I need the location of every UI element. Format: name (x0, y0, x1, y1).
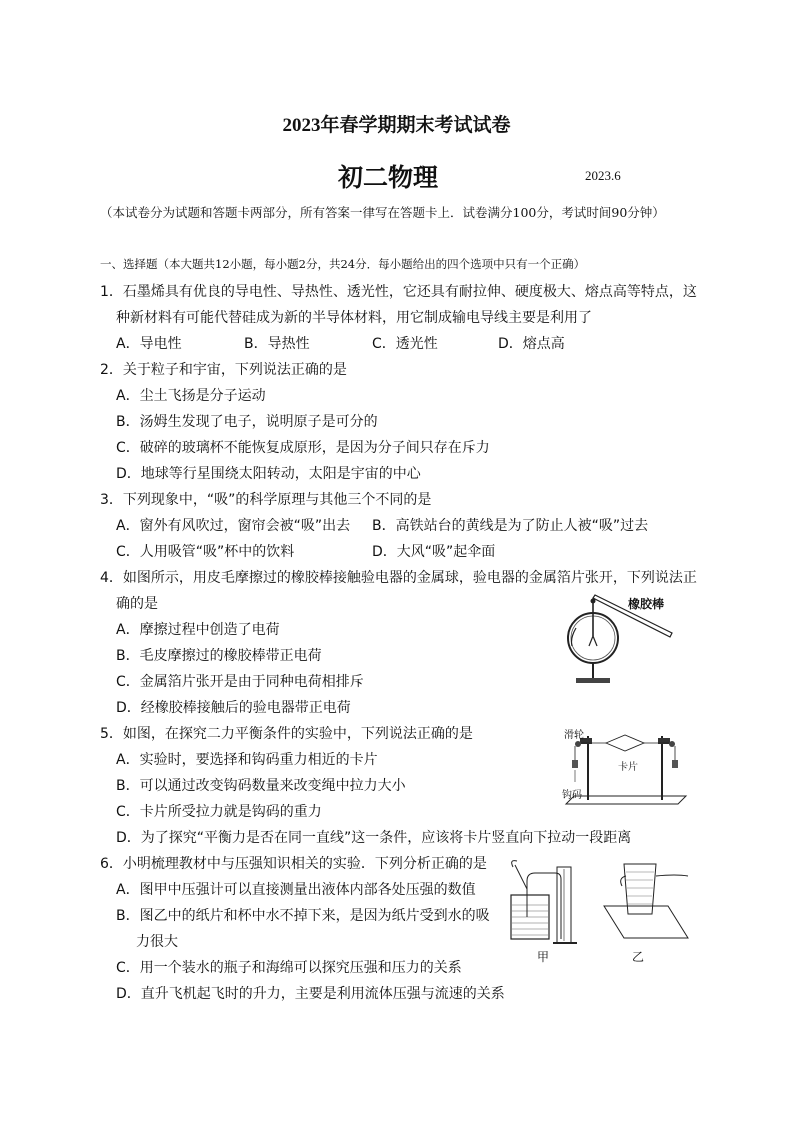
q3-option-c: C．人用吸管“吸”杯中的饮料 (116, 544, 295, 560)
exam-instructions: （本试卷分为试题和答题卡两部分，所有答案一律写在答题卡上．试卷满分100分，考试时间90分钟） (100, 205, 665, 220)
q1-stem-line-2: 种新材料有可能代替硅成为新的半导体材料，用它制成输电导线主要是利用了 (116, 310, 592, 326)
q3-option-b: B．高铁站台的黄线是为了防止人被“吸”过去 (372, 518, 649, 534)
q5-stem: 5．如图，在探究二力平衡条件的实验中，下列说法正确的是 (100, 726, 473, 742)
q6-option-a: A．图甲中压强计可以直接测量出液体内部各处压强的数值 (116, 882, 476, 898)
q1-stem-line-1: 1．石墨烯具有优良的导电性、导热性、透光性，它还具有耐拉伸、硬度极大、熔点高等特点，这 (100, 284, 697, 300)
figure-yi-label: 乙 (632, 950, 645, 964)
balance-card-figure (558, 726, 688, 812)
q4-option-c: C．金属箔片张开是由于同种电荷相排斥 (116, 674, 364, 690)
q6-option-b-cont: 力很大 (136, 934, 178, 950)
inverted-cup-drawing (596, 858, 690, 950)
pressure-gauge-drawing (505, 855, 585, 947)
q4-stem-line-1: 4．如图所示，用皮毛摩擦过的橡胶棒接触验电器的金属球，验电器的金属箔片张开，下列说法正 (100, 570, 697, 586)
q6-option-c: C．用一个装水的瓶子和海绵可以探究压强和压力的关系 (116, 960, 462, 976)
q5-option-b: B．可以通过改变钩码数量来改变绳中拉力大小 (116, 778, 406, 794)
q4-option-a: A．摩擦过程中创造了电荷 (116, 622, 280, 638)
q5-option-d: D．为了探究“平衡力是否在同一直线”这一条件，应该将卡片竖直向下拉动一段距离 (116, 830, 632, 846)
q3-option-d: D．大风“吸”起伞面 (372, 544, 496, 560)
q2-option-d: D．地球等行星围绕太阳转动，太阳是宇宙的中心 (116, 466, 421, 482)
exam-title: 2023年春学期期末考试试卷 (282, 115, 511, 136)
q4-option-d: D．经橡胶棒接触后的验电器带正电荷 (116, 700, 351, 716)
q3-stem: 3．下列现象中，“吸”的科学原理与其他三个不同的是 (100, 492, 432, 508)
q2-stem: 2．关于粒子和宇宙，下列说法正确的是 (100, 362, 347, 378)
q1-option-c: C．透光性 (372, 336, 438, 352)
inverted-cup-figure (596, 858, 690, 966)
q2-option-b: B．汤姆生发现了电子，说明原子是可分的 (116, 414, 378, 430)
q5-option-a: A．实验时，要选择和钩码重力相近的卡片 (116, 752, 378, 768)
q6-option-b: B．图乙中的纸片和杯中水不掉下来，是因为纸片受到水的吸 (116, 908, 490, 924)
q2-option-c: C．破碎的玻璃杯不能恢复成原形，是因为分子间只存在斥力 (116, 440, 490, 456)
exam-date: 2023.6 (585, 168, 621, 183)
q5-option-c: C．卡片所受拉力就是钩码的重力 (116, 804, 322, 820)
q4-stem-line-2: 确的是 (116, 596, 158, 612)
q4-option-b: B．毛皮摩擦过的橡胶棒带正电荷 (116, 648, 322, 664)
q3-option-a: A．窗外有风吹过，窗帘会被“吸”出去 (116, 518, 351, 534)
q6-stem: 6．小明梳理教材中与压强知识相关的实验．下列分析正确的是 (100, 856, 487, 872)
q2-option-a: A．尘土飞扬是分子运动 (116, 388, 266, 404)
weight-label: 钩码 (562, 790, 582, 801)
section-heading: 一、选择题（本大题共12小题，每小题2分，共24分．每小题给出的四个选项中只有一个正确） (100, 257, 586, 271)
q1-option-a: A．导电性 (116, 336, 182, 352)
q6-option-d: D．直升飞机起飞时的升力，主要是利用流体压强与流速的关系 (116, 986, 505, 1002)
q1-option-d: D．熔点高 (498, 336, 565, 352)
q1-option-b: B．导热性 (244, 336, 310, 352)
pulley-label: 滑轮 (564, 730, 584, 741)
pressure-gauge-figure (505, 855, 585, 965)
card-label: 卡片 (618, 762, 638, 773)
rubber-rod-label: 橡胶棒 (628, 597, 665, 611)
subject-title: 初二物理 (338, 163, 439, 192)
electroscope-figure (560, 592, 680, 692)
figure-jia-label: 甲 (537, 950, 550, 964)
